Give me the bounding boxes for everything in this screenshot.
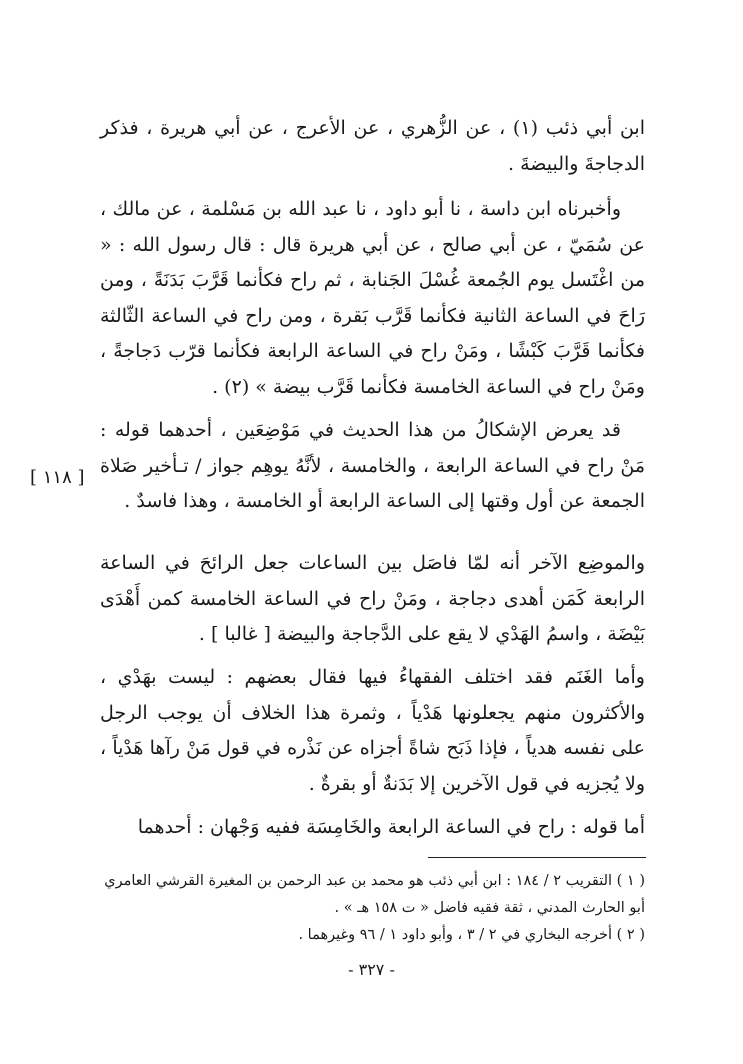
paragraph-5: وأما الغَنَم فقد اختلف الفقهاءُ فيها فقال بعضهم : ليست بهَدْي ، والأكثرون منهم يجعلونها هَدْياً ، وثمرة هذا الخلاف أن يوجب الرجل على نفسه هدياً ، فإذا ذَبَح شاةً أجزاه عن نَذْره في قول مَنْ رآها هَدْياً ، ولا يُجزيه في قول الآخرين إلا بَدَنةٌ أو بقرةٌ . [100, 666, 645, 795]
footnotes [90, 868, 645, 949]
paragraph-4: والموضِع الآخر أنه لمّا فاصَل بين الساعات جعل الرائحَ في الساعة الرابعة كَمَن أهدى دجاجة ، ومَنْ راح في الساعة الخامسة كمن أَهْدَى بَيْضَة ، واسمُ الهَدْي لا يقع على الدَّجاجة والبيضة [ غالبا ] . [100, 552, 645, 645]
footnote-divider [428, 857, 646, 858]
footnote-2: ( ٢ ) أخرجه البخاري في ٢ / ٣ ، وأبو داود ١ / ٩٦ وغيرهما . [298, 927, 645, 943]
page-number: - ٣٢٧ - [348, 960, 395, 979]
footnote-1: ( ١ ) التقريب ٢ / ١٨٤ : ابن أبي ذئب هو محمد بن عبد الرحمن بن المغيرة القرشي العامري أبو الحارث المدني ، ثقة فقيه فاضل « ت ١٥٨ هـ » . [104, 873, 645, 916]
paragraph-3: قد يعرض الإشكالُ من هذا الحديث في مَوْضِعَين ، أحدهما قوله : مَنْ راح في الساعة الرابعة ، والخامسة ، لأنَّهُ يوهِم جواز / تـأخير صَلاة الجمعة عن أول وقتها إلى الساعة الرابعة أو الخامسة ، وهذا فاسدٌ . [100, 419, 645, 512]
paragraph-1: ابن أبي ذئب (١) ، عن الزُّهري ، عن الأعرج ، عن أبي هريرة ، فذكر الدجاجةَ والبيضةَ . [100, 117, 645, 175]
marginal-page-reference: [ ١١٨ ] [30, 467, 85, 488]
paragraph-2: وأخبرناه ابن داسة ، نا أبو داود ، نا عبد الله بن مَسْلمة ، عن مالك ، عن سُمَيّ ، عن أبي صالح ، عن أبي هريرة قال : قال رسول الله : « من اغْتَسل يوم الجُمعة غُسْلَ الجَنابة ، ثم راح فكأنما قَرَّبَ بَدَنَةً ، ومن رَاحَ في الساعة الثانية فكأنما قَرَّب بَقرة ، ومن راح في الساعة الثّالثة فكأنما قَرَّبَ كَبْشًا ، ومَنْ راح في الساعة الرابعة فكأنما قرّب دَجاجةً ، ومَنْ راح في الساعة الخامسة فكأنما قَرَّب بيضة » (٢) . [100, 198, 645, 398]
paragraph-6: أما قوله : راح في الساعة الرابعة والخَامِسَة ففيه وَجْهان : أحدهما [137, 816, 645, 838]
